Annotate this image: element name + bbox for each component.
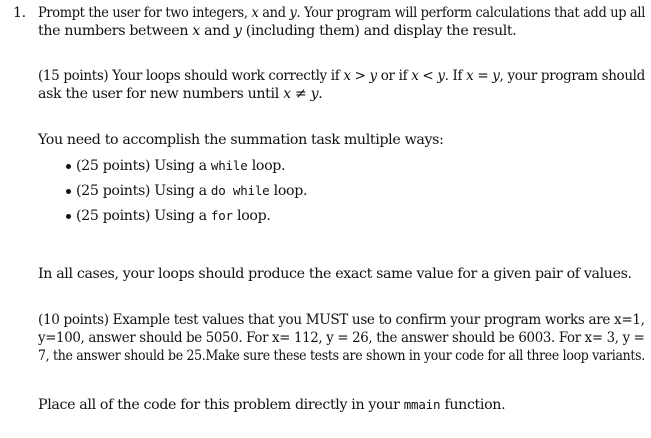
bullet-dot	[66, 189, 71, 194]
all-cases-sentence: In all cases, your loops should produce the exact same value for a given pair of values.	[38, 266, 632, 282]
bullet-do-while: (25 points) Using a do while loop.	[76, 183, 308, 199]
bullet-while: (25 points) Using a while loop.	[76, 158, 286, 174]
placement-sentence: Place all of the code for this problem directly in your mmain function.	[38, 397, 506, 413]
summation-heading: You need to accomplish the summation task multiple ways:	[38, 132, 444, 148]
loop-requirement-line-1: (15 points) Your loops should work correctly if x > y or if x < y. If x = y, your program should	[38, 68, 645, 84]
bullet-dot	[66, 214, 71, 219]
examples-line-1: (10 points) Example test values that you MUST use to confirm your program works are x=1,	[38, 312, 645, 328]
problem-number: 1.	[13, 5, 26, 21]
examples-line-2: y=100, answer should be 5050. For x= 112, y = 26, the answer should be 6003. For x= 3, y =	[38, 330, 645, 346]
examples-line-3: 7, the answer should be 25.Make sure these tests are shown in your code for all three loop variants.	[38, 348, 645, 364]
intro-line-1: Prompt the user for two integers, x and y. Your program will perform calculations that add up all	[38, 5, 646, 21]
intro-line-2: the numbers between x and y (including them) and display the result.	[38, 23, 517, 39]
bullet-for: (25 points) Using a for loop.	[76, 208, 271, 224]
bullet-dot	[66, 164, 71, 169]
loop-requirement-line-2: ask the user for new numbers until x ≠ y.	[38, 86, 323, 102]
